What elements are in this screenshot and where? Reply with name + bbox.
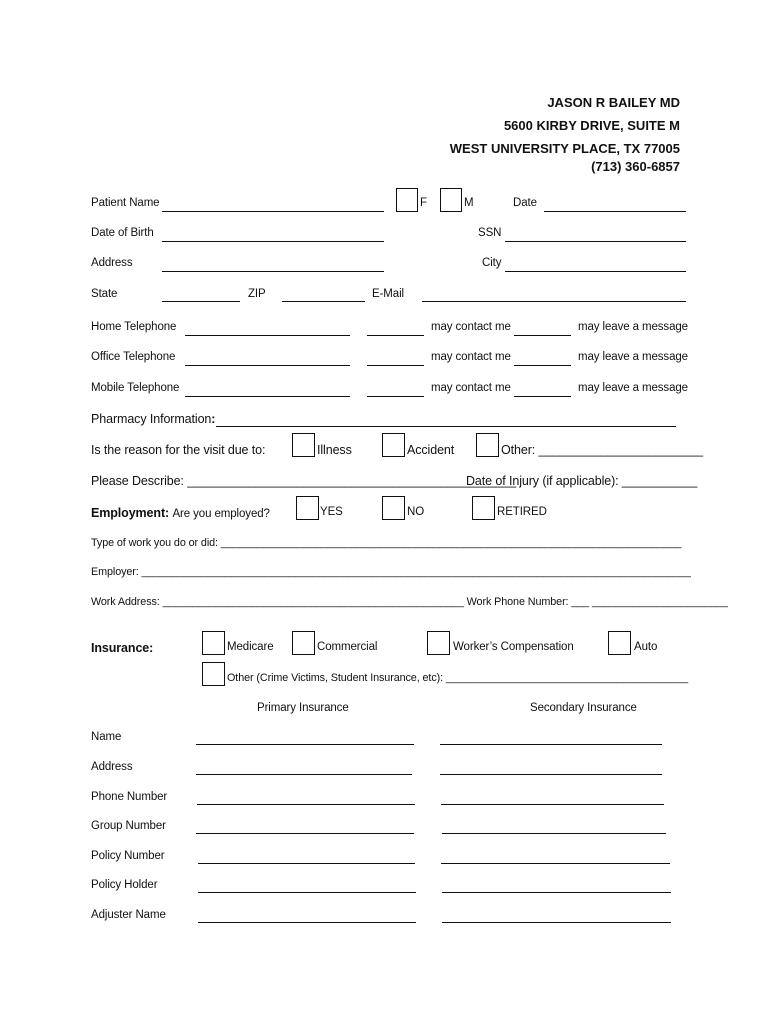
- primary-policy-field[interactable]: [198, 863, 415, 864]
- patient-name-field[interactable]: [162, 211, 384, 212]
- ssn-field[interactable]: [505, 241, 686, 242]
- work-type-field[interactable]: Type of work you do or did: ______________________________________________________________________________: [91, 537, 682, 549]
- commercial-label: Commercial: [317, 641, 378, 653]
- practice-address-line2: WEST UNIVERSITY PLACE, TX 77005: [449, 141, 680, 156]
- dob-label: Date of Birth: [91, 227, 154, 239]
- insurance-row-label: Name: [91, 731, 122, 743]
- home-may-leave-field[interactable]: [514, 335, 571, 336]
- other-reason-checkbox[interactable]: [476, 433, 499, 457]
- patient-name-label: Patient Name: [91, 197, 160, 209]
- pharmacy-label: Pharmacy Information:: [91, 412, 216, 426]
- illness-label: Illness: [317, 443, 352, 457]
- retired-checkbox[interactable]: [472, 496, 495, 520]
- home-phone-label: Home Telephone: [91, 321, 177, 333]
- employed-no-label: NO: [407, 506, 425, 518]
- date-label: Date: [513, 197, 537, 209]
- practice-name: JASON R BAILEY MD: [547, 95, 680, 110]
- office-may-contact-label: may contact me: [431, 351, 511, 363]
- workers-comp-checkbox[interactable]: [427, 631, 450, 655]
- secondary-name-field[interactable]: [440, 744, 662, 745]
- office-may-leave-field[interactable]: [514, 365, 571, 366]
- other-reason-field[interactable]: Other: ________________________: [501, 443, 703, 457]
- practice-address-line1: 5600 KIRBY DRIVE, SUITE M: [503, 118, 680, 133]
- insurance-row-label: Policy Holder: [91, 879, 158, 891]
- primary-insurance-heading: Primary Insurance: [257, 702, 349, 714]
- dob-field[interactable]: [162, 241, 384, 242]
- secondary-insurance-heading: Secondary Insurance: [530, 702, 637, 714]
- mobile-may-contact-label: may contact me: [431, 382, 511, 394]
- city-label: City: [482, 257, 502, 269]
- secondary-holder-field[interactable]: [442, 892, 671, 893]
- insurance-row-label: Policy Number: [91, 850, 165, 862]
- office-phone-label: Office Telephone: [91, 351, 176, 363]
- address-label: Address: [91, 257, 133, 269]
- auto-label: Auto: [634, 641, 658, 653]
- mobile-phone-field[interactable]: [185, 396, 350, 397]
- sex-m-label: M: [464, 197, 474, 209]
- home-may-leave-label: may leave a message: [578, 321, 688, 333]
- primary-group-field[interactable]: [196, 833, 414, 834]
- secondary-policy-field[interactable]: [441, 863, 670, 864]
- employed-yes-label: YES: [320, 506, 343, 518]
- illness-checkbox[interactable]: [292, 433, 315, 457]
- medicare-checkbox[interactable]: [202, 631, 225, 655]
- injury-date-field[interactable]: Date of Injury (if applicable): ___________: [466, 474, 698, 488]
- insurance-row-label: Phone Number: [91, 791, 168, 803]
- primary-name-field[interactable]: [196, 744, 414, 745]
- sex-m-checkbox[interactable]: [440, 188, 462, 212]
- secondary-address-field[interactable]: [440, 774, 662, 775]
- primary-address-field[interactable]: [196, 774, 412, 775]
- insurance-row-label: Adjuster Name: [91, 909, 166, 921]
- pharmacy-field[interactable]: [216, 426, 676, 427]
- insurance-row-label: Group Number: [91, 820, 166, 832]
- employer-field[interactable]: Employer: _____________________________________________________________________________________________: [91, 566, 691, 578]
- home-may-contact-label: may contact me: [431, 321, 511, 333]
- practice-phone: (713) 360-6857: [591, 159, 680, 174]
- state-field[interactable]: [162, 301, 240, 302]
- zip-field[interactable]: [282, 301, 365, 302]
- sex-f-checkbox[interactable]: [396, 188, 418, 212]
- employed-yes-checkbox[interactable]: [296, 496, 319, 520]
- sex-f-label: F: [420, 197, 427, 209]
- mobile-may-leave-field[interactable]: [514, 396, 571, 397]
- visit-reason-label: Is the reason for the visit due to:: [91, 443, 266, 457]
- date-field[interactable]: [544, 211, 686, 212]
- other-insurance-checkbox[interactable]: [202, 662, 225, 686]
- office-phone-field[interactable]: [185, 365, 350, 366]
- primary-holder-field[interactable]: [198, 892, 416, 893]
- auto-checkbox[interactable]: [608, 631, 631, 655]
- employment-label: Employment: Are you employed?: [91, 506, 270, 520]
- insurance-label: Insurance:: [91, 641, 154, 655]
- home-may-contact-field[interactable]: [367, 335, 424, 336]
- office-may-leave-label: may leave a message: [578, 351, 688, 363]
- ssn-label: SSN: [478, 227, 502, 239]
- insurance-row-label: Address: [91, 761, 133, 773]
- primary-phone-field[interactable]: [197, 804, 415, 805]
- office-may-contact-field[interactable]: [367, 365, 424, 366]
- employed-no-checkbox[interactable]: [382, 496, 405, 520]
- email-field[interactable]: [422, 301, 686, 302]
- commercial-checkbox[interactable]: [292, 631, 315, 655]
- other-insurance-field[interactable]: Other (Crime Victims, Student Insurance, etc): _________________________________________: [227, 672, 689, 684]
- address-field[interactable]: [162, 271, 384, 272]
- workers-comp-label: Worker’s Compensation: [453, 641, 574, 653]
- retired-label: RETIRED: [497, 506, 547, 518]
- mobile-may-contact-field[interactable]: [367, 396, 424, 397]
- mobile-may-leave-label: may leave a message: [578, 382, 688, 394]
- accident-label: Accident: [407, 443, 455, 457]
- secondary-adjuster-field[interactable]: [442, 922, 671, 923]
- city-field[interactable]: [505, 271, 686, 272]
- work-address-field[interactable]: Work Address: ___________________________________________________ Work Phone Number: ___ _______________________: [91, 596, 728, 608]
- state-label: State: [91, 288, 118, 300]
- home-phone-field[interactable]: [185, 335, 350, 336]
- describe-field[interactable]: Please Describe: ________________________________________________: [91, 474, 517, 488]
- mobile-phone-label: Mobile Telephone: [91, 382, 180, 394]
- primary-adjuster-field[interactable]: [198, 922, 416, 923]
- secondary-phone-field[interactable]: [441, 804, 664, 805]
- zip-label: ZIP: [248, 288, 266, 300]
- medicare-label: Medicare: [227, 641, 274, 653]
- email-label: E-Mail: [372, 288, 404, 300]
- accident-checkbox[interactable]: [382, 433, 405, 457]
- secondary-group-field[interactable]: [442, 833, 666, 834]
